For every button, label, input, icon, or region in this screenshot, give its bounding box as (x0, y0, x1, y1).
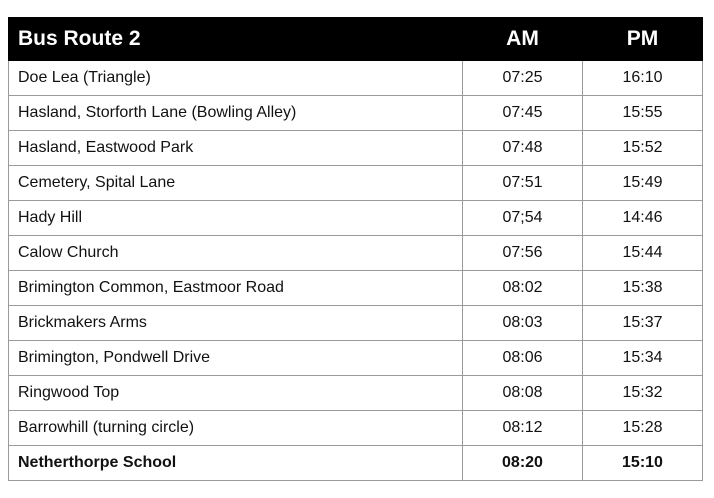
stop-name: Barrowhill (turning circle) (9, 411, 463, 446)
table-row (9, 166, 703, 201)
pm-time: 15:34 (583, 341, 703, 376)
table-row (9, 306, 703, 341)
table-row (9, 201, 703, 236)
pm-time: 14:46 (583, 201, 703, 236)
am-time: 07:48 (463, 131, 583, 166)
table-row (9, 131, 703, 166)
table-row (9, 411, 703, 446)
pm-time: 15:55 (583, 96, 703, 131)
route-title: Bus Route 2 (9, 18, 463, 61)
pm-time: 15:49 (583, 166, 703, 201)
am-time: 08:06 (463, 341, 583, 376)
stop-name: Brickmakers Arms (9, 306, 463, 341)
stop-name: Doe Lea (Triangle) (9, 61, 463, 96)
bus-timetable (8, 17, 703, 481)
table-row (9, 376, 703, 411)
pm-time: 15:37 (583, 306, 703, 341)
table-row (9, 96, 703, 131)
pm-time: 15:32 (583, 376, 703, 411)
stop-name: Brimington Common, Eastmoor Road (9, 271, 463, 306)
am-time: 07:25 (463, 61, 583, 96)
pm-time: 15:28 (583, 411, 703, 446)
stop-name: Brimington, Pondwell Drive (9, 341, 463, 376)
stop-name: Ringwood Top (9, 376, 463, 411)
stop-name: Hady Hill (9, 201, 463, 236)
pm-time: 15:52 (583, 131, 703, 166)
table-row (9, 236, 703, 271)
am-column-header: AM (463, 18, 583, 61)
stop-name: Hasland, Eastwood Park (9, 131, 463, 166)
pm-time: 16:10 (583, 61, 703, 96)
table-row (9, 341, 703, 376)
stop-name: Hasland, Storforth Lane (Bowling Alley) (9, 96, 463, 131)
stop-name: Calow Church (9, 236, 463, 271)
pm-time: 15:44 (583, 236, 703, 271)
stop-name: Netherthorpe School (9, 446, 463, 481)
stop-name: Cemetery, Spital Lane (9, 166, 463, 201)
table-row (9, 61, 703, 96)
table-row-final-stop (9, 446, 703, 481)
am-time: 08:20 (463, 446, 583, 481)
am-time: 08:03 (463, 306, 583, 341)
am-time: 08:08 (463, 376, 583, 411)
am-time: 07:51 (463, 166, 583, 201)
am-time: 07:45 (463, 96, 583, 131)
pm-time: 15:10 (583, 446, 703, 481)
pm-time: 15:38 (583, 271, 703, 306)
header-row (9, 18, 703, 61)
am-time: 08:12 (463, 411, 583, 446)
table-row (9, 271, 703, 306)
am-time: 07:56 (463, 236, 583, 271)
pm-column-header: PM (583, 18, 703, 61)
am-time: 08:02 (463, 271, 583, 306)
am-time: 07;54 (463, 201, 583, 236)
